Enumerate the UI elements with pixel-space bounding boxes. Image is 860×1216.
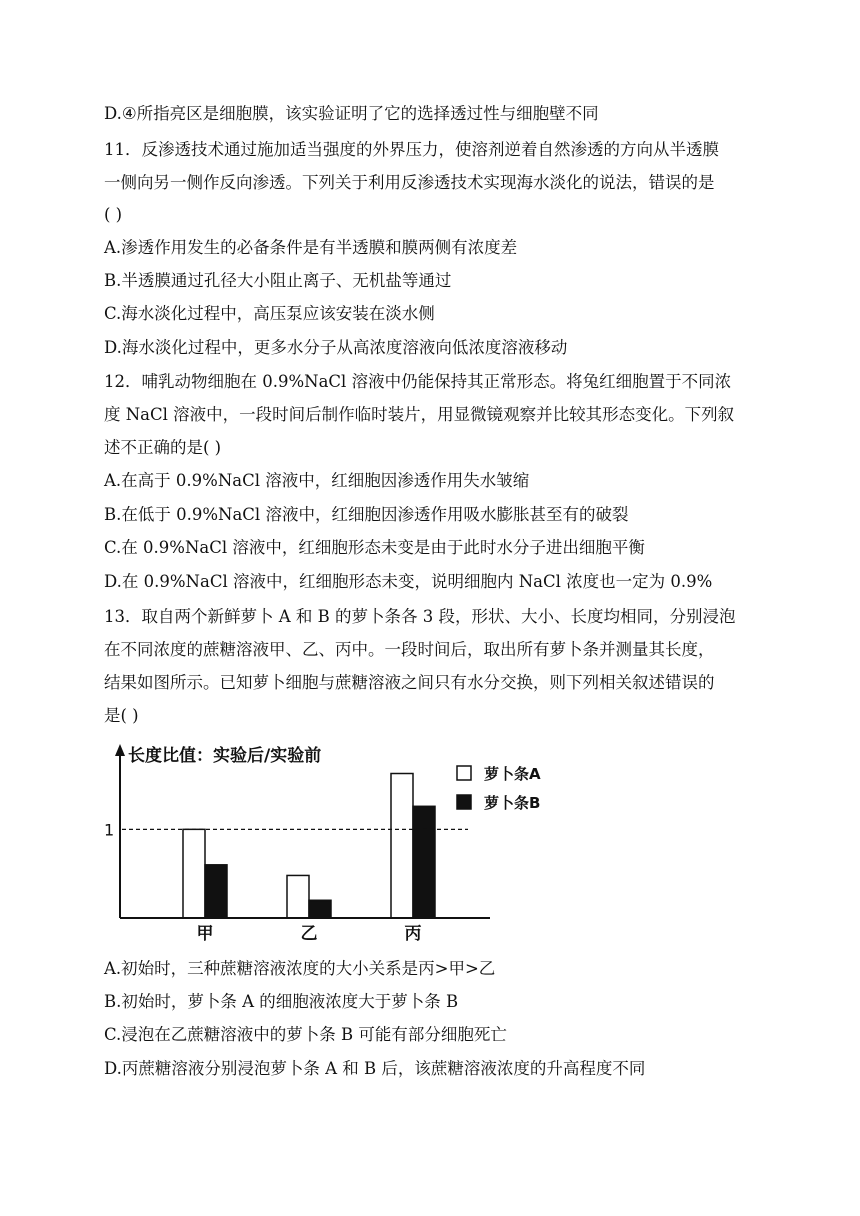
q13-option-d: D.丙蔗糖溶液分别浸泡萝卜条 A 和 B 后，该蔗糖溶液浓度的升高程度不同 xyxy=(104,1059,646,1078)
q11-option-b: B.半透膜通过孔径大小阻止离子、无机盐等通过 xyxy=(104,271,452,290)
q11-option-d: D.海水淡化过程中，更多水分子从高浓度溶液向低浓度溶液移动 xyxy=(104,338,568,357)
bar-a-1 xyxy=(183,829,205,918)
length-ratio-bar-chart xyxy=(100,738,541,948)
q11-stem-line2: 一侧向另一侧作反向渗透。下列关于利用反渗透技术实现海水淡化的说法，错误的是 xyxy=(104,173,715,192)
q11-option-a: A.渗透作用发生的必备条件是有半透膜和膜两侧有浓度差 xyxy=(104,238,518,257)
y-axis-arrow xyxy=(115,744,125,756)
q13-option-c: C.浸泡在乙蔗糖溶液中的萝卜条 B 可能有部分细胞死亡 xyxy=(104,1025,507,1044)
q12-option-b: B.在低于 0.9%NaCl 溶液中，红细胞因渗透作用吸水膨胀甚至有的破裂 xyxy=(104,505,629,524)
y-tick-label: 1 xyxy=(104,820,115,840)
q12-option-d: D.在 0.9%NaCl 溶液中，红细胞形态未变，说明细胞内 NaCl 浓度也一定为 0.9% xyxy=(104,572,713,591)
x-tick-bing: 丙 xyxy=(404,924,422,944)
x-tick-jia: 甲 xyxy=(196,924,214,944)
bar-b-3 xyxy=(413,806,435,918)
q13-stem-line4: 是( ) xyxy=(104,706,139,725)
q13-stem-line1: 13．取自两个新鲜萝卜 A 和 B 的萝卜条各 3 段，形状、大小、长度均相同，分别浸泡 xyxy=(104,607,736,626)
legend-label-a: 萝卜条A xyxy=(484,765,541,783)
q11-option-c: C.海水淡化过程中，高压泵应该安装在淡水侧 xyxy=(104,304,435,323)
bars-group xyxy=(183,774,435,918)
q12-option-c: C.在 0.9%NaCl 溶液中，红细胞形态未变是由于此时水分子进出细胞平衡 xyxy=(104,538,645,557)
q11-stem-line3: ( ) xyxy=(104,205,123,224)
legend-label-b: 萝卜条B xyxy=(484,794,541,812)
legend-swatch-b xyxy=(457,795,471,809)
bar-b-2 xyxy=(309,900,331,918)
x-tick-yi: 乙 xyxy=(300,924,318,944)
q12-stem-line1: 12．哺乳动物细胞在 0.9%NaCl 溶液中仍能保持其正常形态。将兔红细胞置于不同浓 xyxy=(104,372,732,391)
q13-option-a: A.初始时，三种蔗糖溶液浓度的大小关系是丙>甲>乙 xyxy=(104,959,496,978)
q12-option-a: A.在高于 0.9%NaCl 溶液中，红细胞因渗透作用失水皱缩 xyxy=(104,471,530,490)
q10-option-d: D.④所指亮区是细胞膜，该实验证明了它的选择透过性与细胞壁不同 xyxy=(104,104,599,123)
q12-stem-line2: 度 NaCl 溶液中，一段时间后制作临时装片，用显微镜观察并比较其形态变化。下列叙 xyxy=(104,405,735,424)
q13-stem-line2: 在不同浓度的蔗糖溶液甲、乙、丙中。一段时间后，取出所有萝卜条并测量其长度， xyxy=(104,640,715,659)
bar-a-2 xyxy=(287,875,309,918)
bar-a-3 xyxy=(391,774,413,918)
bar-b-1 xyxy=(205,865,227,918)
chart-title: 长度比值：实验后/实验前 xyxy=(128,746,322,766)
q11-stem-line1: 11．反渗透技术通过施加适当强度的外界压力，使溶剂逆着自然渗透的方向从半透膜 xyxy=(104,140,719,159)
q13-stem-line3: 结果如图所示。已知萝卜细胞与蔗糖溶液之间只有水分交换，则下列相关叙述错误的 xyxy=(104,673,715,692)
legend-swatch-a xyxy=(457,766,471,780)
q13-option-b: B.初始时，萝卜条 A 的细胞液浓度大于萝卜条 B xyxy=(104,992,459,1011)
q12-stem-line3: 述不正确的是( ) xyxy=(104,438,222,457)
